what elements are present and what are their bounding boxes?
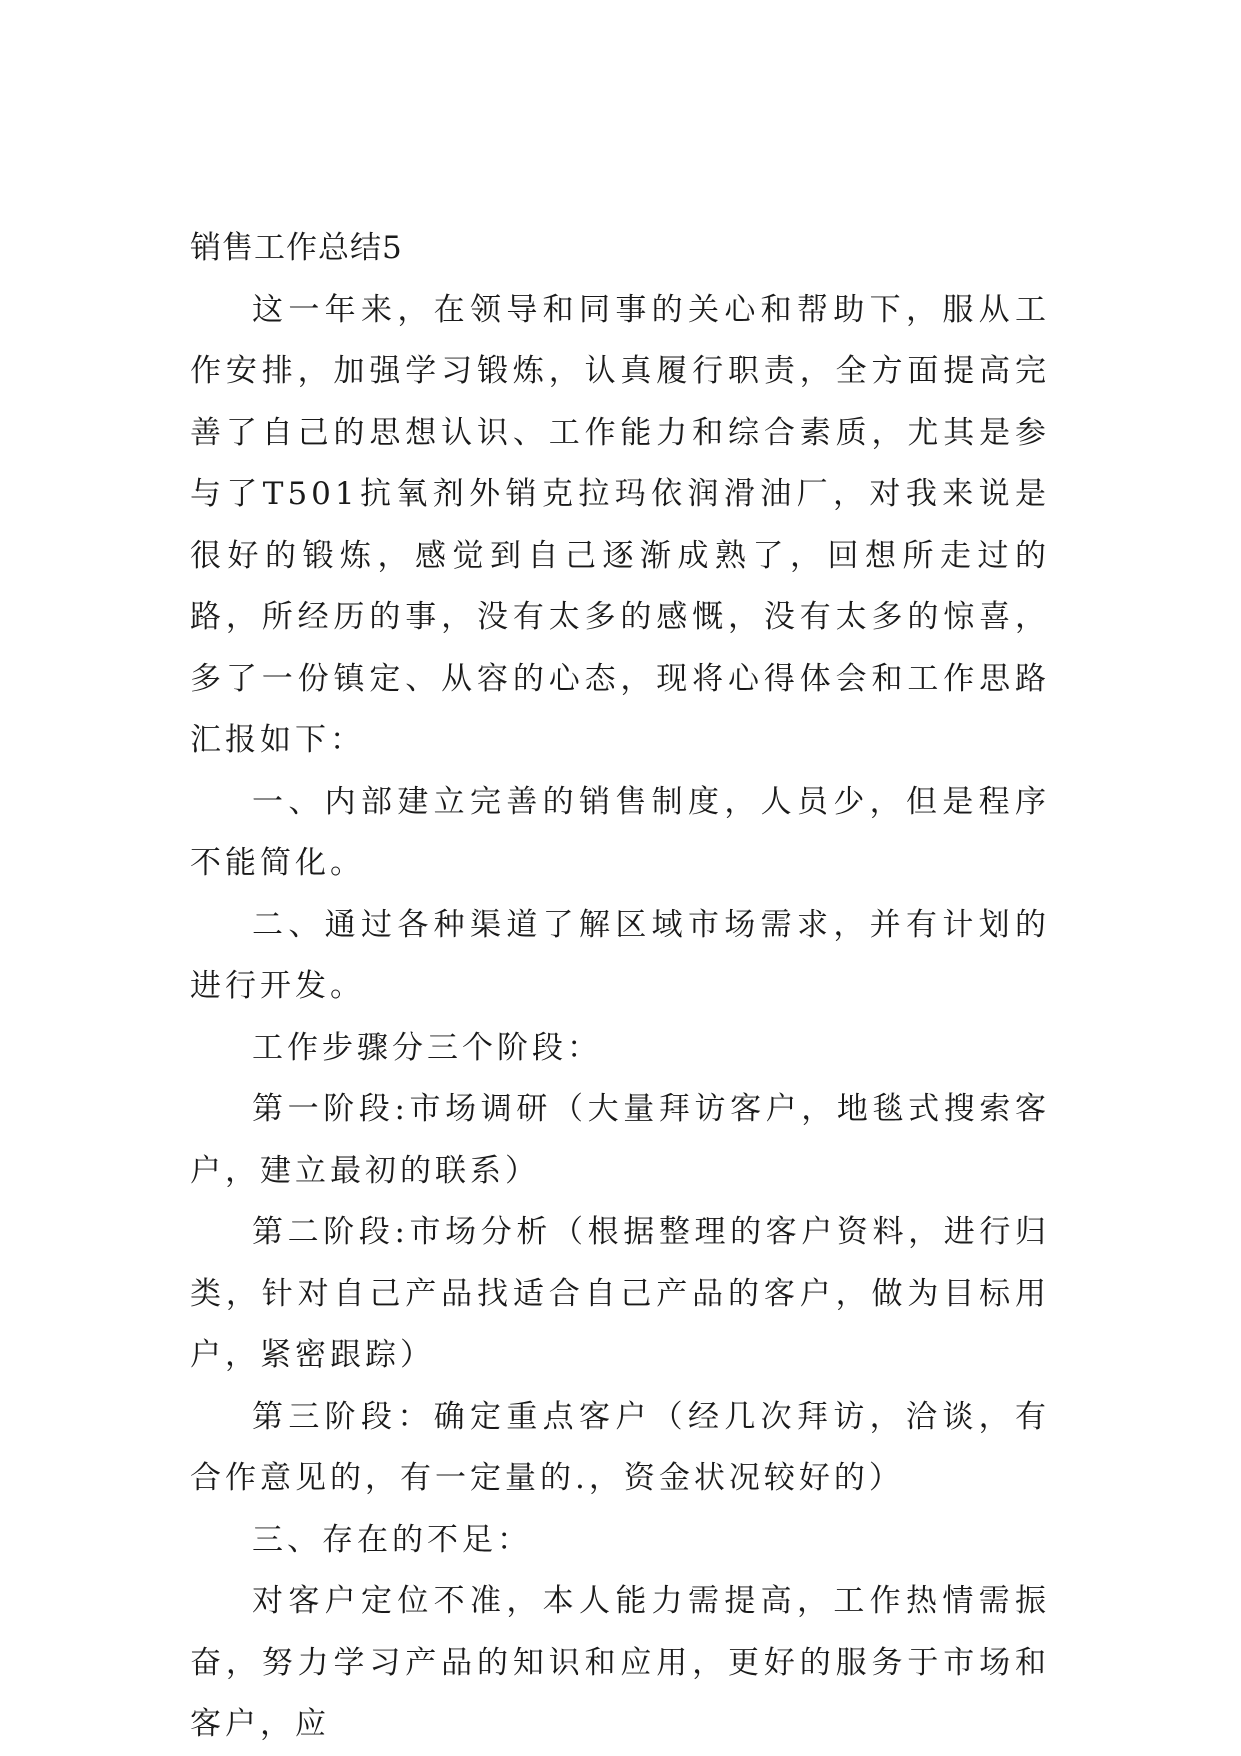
- paragraph-section-2: 二、通过各种渠道了解区域市场需求，并有计划的进行开发。: [190, 906, 1050, 1004]
- paragraph-intro: 这一年来，在领导和同事的关心和帮助下，服从工作安排，加强学习锻炼，认真履行职责，全方面提高完善了自己的思想认识、工作能力和综合素质，尤其是参与了T501抗氧剂外销克拉玛依润滑油厂，对我来说是很好的锻炼，感觉到自己逐渐成熟了，回想所走过的路，所经历的事，没有太多的感慨，没有太多的惊喜，多了一份镇定、从容的心态，现将心得体会和工作思路汇报如下：: [190, 291, 1050, 758]
- paragraph-shortcomings: 对客户定位不准，本人能力需提高，工作热情需振奋，努力学习产品的知识和应用，更好的服务于市场和客户，应: [190, 1583, 1050, 1742]
- document-title: 销售工作总结5: [190, 230, 403, 266]
- paragraph-stage-3: 第三阶段：确定重点客户（经几次拜访，洽谈，有合作意见的，有一定量的.，资金状况较好的）: [190, 1398, 1050, 1496]
- paragraph-section-3: 三、存在的不足：: [252, 1521, 532, 1558]
- paragraph-stage-2: 第二阶段:市场分析（根据整理的客户资料，进行归类，针对自己产品找适合自己产品的客户，做为目标用户，紧密跟踪）: [190, 1214, 1050, 1373]
- paragraph-section-1: 一、内部建立完善的销售制度，人员少，但是程序不能简化。: [190, 783, 1050, 881]
- paragraph-stage-1: 第一阶段:市场调研（大量拜访客户，地毯式搜索客户，建立最初的联系）: [190, 1091, 1050, 1189]
- document-body: [190, 218, 1050, 1756]
- paragraph-work-steps: 工作步骤分三个阶段：: [252, 1029, 602, 1066]
